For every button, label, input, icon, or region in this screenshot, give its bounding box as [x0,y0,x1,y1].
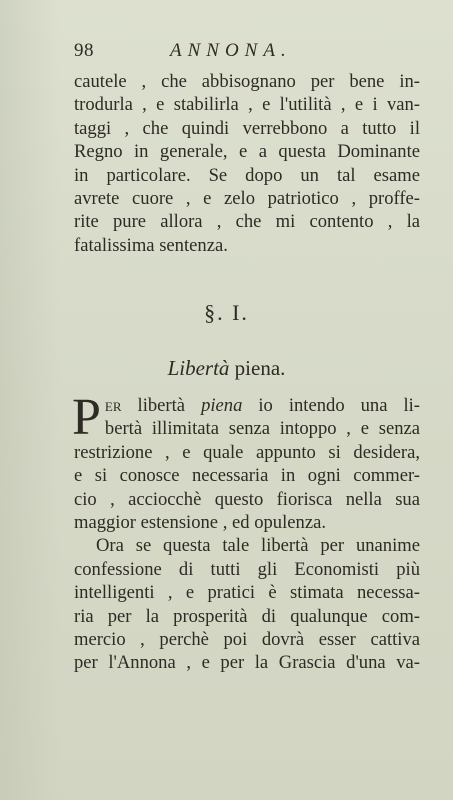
text-fragment: io intendo una li- [242,395,421,416]
text-line: bertà illimitata senza intoppo , e senza [104,418,420,440]
text-line: maggior estensione , ed opulenza. [74,512,326,534]
page-number: 98 [74,40,94,61]
text-line: confessione di tutti gli Economisti più [74,558,420,580]
page-header [74,40,420,66]
text-line: avrete cuore , e zelo patriotico , proffe- [74,188,420,210]
section-body [72,389,421,675]
text-line: cio , acciocchè questo fiorisca nella sua [74,488,420,510]
text-line: in particolare. Se dopo un tal esame [74,164,420,186]
text-line-first [74,394,420,417]
section-title [0,356,453,381]
text-line: e si conosce necessaria in ogni commer- [74,465,420,487]
text-line: cautele , che abbisognano per bene in- [74,71,420,92]
text-line: fatalissima sentenza. [74,234,228,256]
text-line: Ora se questa tale libertà per unanime [96,535,420,557]
text-line: Regno in generale, e a questa Dominante [74,141,420,163]
text-line: trodurla , e stabilirla , e l'utilità , e i van- [74,94,420,116]
italic-word: piena [201,395,243,416]
text-line: mercio , perchè poi dovrà esser cattiva [74,629,420,651]
text-line: ria per la prosperità di qualunque com- [74,605,420,627]
running-head: ANNONA. [170,40,292,61]
text-line: per l'Annona , e per la Grascia d'una va- [74,652,420,674]
drop-cap: P [72,389,101,446]
section-number: §. I. [204,300,249,325]
small-caps-word: er [104,395,122,416]
section-title-rest: piena. [229,356,286,380]
text-line: intelligenti , e pratici è stimata necessa- [74,582,420,604]
text-line: taggi , che quindi verrebbono a tutto il [74,117,420,139]
text-fragment: libertà [121,395,202,416]
paragraph-continued [74,70,420,257]
section-title-italic: Libertà [167,356,230,380]
page-fold-shadow [0,0,60,800]
text-line: rite pure allora , che mi contento , la [74,211,420,233]
text-line: restrizione , e quale appunto si desidera, [74,441,420,463]
